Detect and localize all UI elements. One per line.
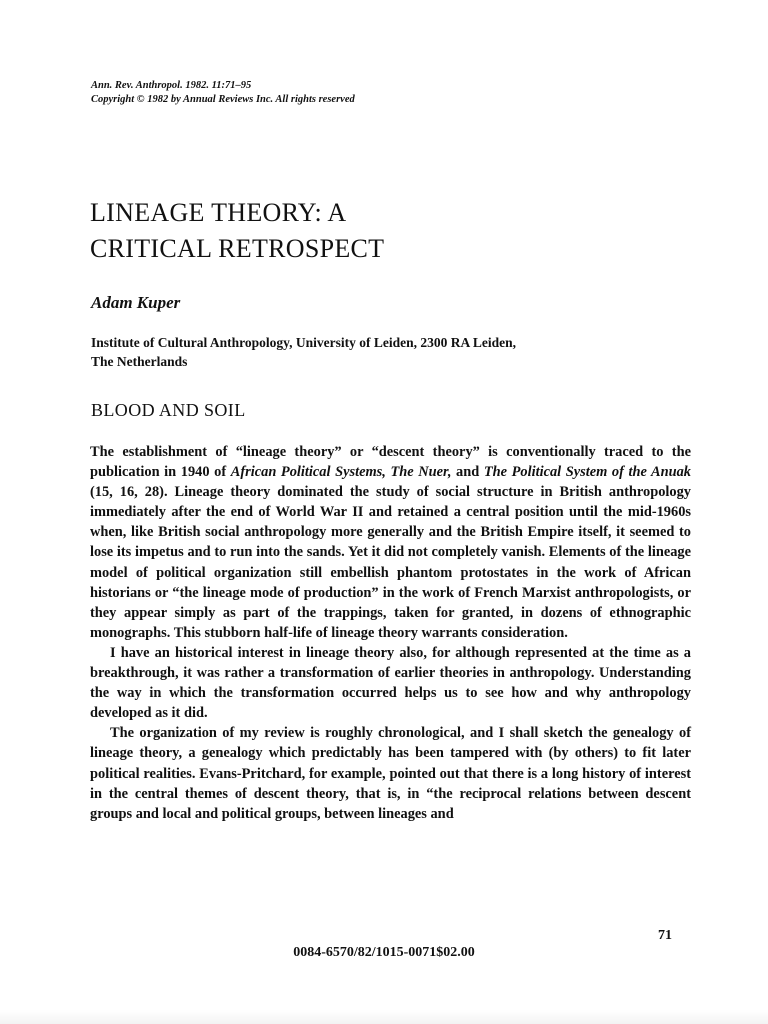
- paragraph-1: [90, 442, 691, 643]
- title-line-2: CRITICAL RETROSPECT: [90, 234, 385, 263]
- article-title: [90, 195, 384, 267]
- affiliation-line-1: Institute of Cultural Anthropology, University of Leiden, 2300 RA Leiden,: [91, 335, 517, 350]
- book-title-2: The Political System of the Anuak: [483, 464, 691, 481]
- scan-edge: [0, 1010, 768, 1024]
- body-text: [90, 442, 691, 824]
- author-affiliation: [91, 333, 516, 371]
- paragraph-1-intro: The establishment of “lineage theory” or “descent theory” is conventionally traced to the publication in 1940 of: [90, 444, 691, 481]
- title-line-1: LINEAGE THEORY: A: [90, 198, 347, 227]
- paragraph-3: The organization of my review is roughly chronological, and I shall sketch the genealogy of lineage theory, a genealogy which predictably has been tampered with (by others) to fit later political realities. Evans-Pritchard, for example, pointed out that there is a long history of interest in the central themes of descent theory, that is, in “the reciprocal relations between descent groups and local and political groups, between lineages and: [90, 725, 691, 822]
- citation-line-journal: Ann. Rev. Anthropol. 1982. 11:71–95: [91, 80, 252, 91]
- footer-code: 0084-6570/82/1015-0071$02.00: [293, 945, 475, 960]
- page-number: 71: [658, 928, 672, 943]
- paragraph-2: I have an historical interest in lineage theory also, for although represented at the time as a breakthrough, it was rather a transformation of earlier theories in anthropology. Understanding the way in which the transformation occurred helps us to see how and why anthropology developed as it did.: [90, 644, 691, 722]
- author-name: Adam Kuper: [91, 293, 181, 312]
- citation-line-copyright: Copyright © 1982 by Annual Reviews Inc. All rights reserved: [91, 94, 355, 105]
- section-heading: BLOOD AND SOIL: [91, 400, 246, 420]
- affiliation-line-2: The Netherlands: [91, 354, 188, 369]
- journal-citation: [91, 79, 355, 107]
- paragraph-1-and: and: [451, 464, 484, 481]
- paragraph-1-rest: (15, 16, 28). Lineage theory dominated the study of social structure in British anthropology immediately after the end of World War II and retained a central position until the mid-1960s when, like British social anthropology more generally and the British Empire itself, it seemed to lose its impetus and to run into the sands. Yet it did not completely vanish. Elements of the lineage model of political organization still embellish phantom protostates in the work of African historians or “the lineage mode of production” in the work of French Marxist anthropologists, or they appear simply as part of the trappings, taken for granted, in dozens of ethnographic monographs. This stubborn half-life of lineage theory warrants consideration.: [90, 484, 691, 641]
- book-title-1: African Political Systems, The Nuer,: [230, 464, 452, 481]
